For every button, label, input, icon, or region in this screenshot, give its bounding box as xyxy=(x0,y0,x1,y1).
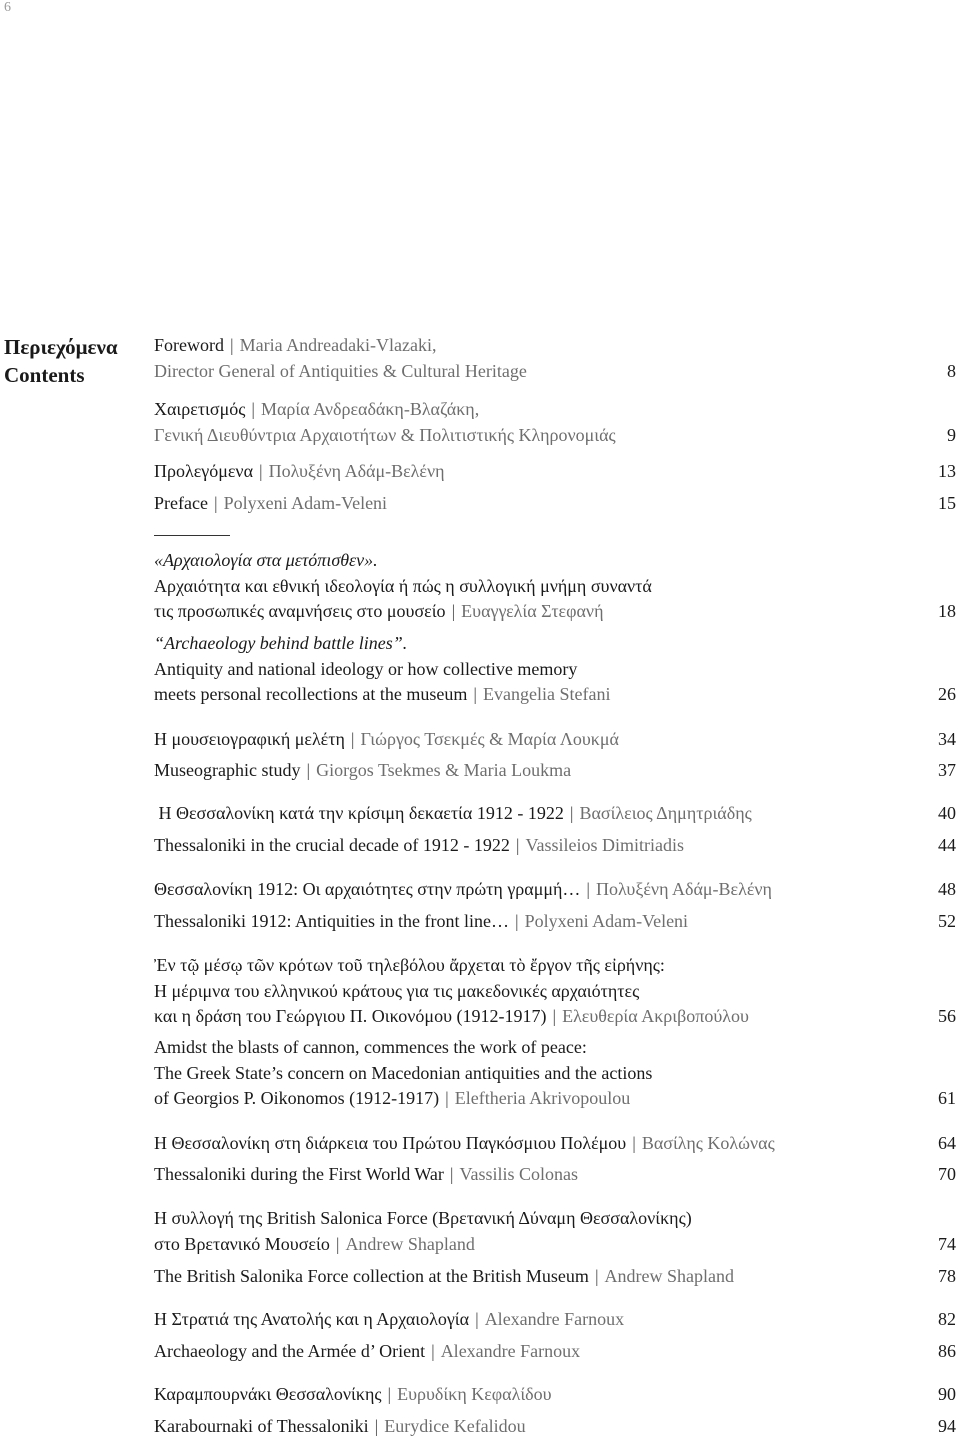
toc-entry[interactable] xyxy=(154,833,956,859)
toc-entry[interactable] xyxy=(154,1414,956,1440)
entry-author: Πολυξένη Αδάμ-Βελένη xyxy=(596,879,772,899)
entry-page-number: 52 xyxy=(938,911,956,931)
entry-page-number: 9 xyxy=(947,424,956,445)
entry-page-number: 34 xyxy=(938,729,956,749)
entry-title: Archaeology and the Armée d’ Orient xyxy=(154,1341,426,1361)
entry-title: Η συλλογή της British Salonica Force (Βρετανική Δύναμη Θεσσαλονίκης) xyxy=(154,1208,692,1228)
entry-title-italic: «Αρχαιολογία στα μετόπισθεν». xyxy=(154,550,378,570)
entry-author: Vassilis Colonas xyxy=(459,1164,579,1184)
entry-page-number: 90 xyxy=(938,1384,956,1404)
entry-author: Polyxeni Adam-Veleni xyxy=(524,911,689,931)
entry-author: Alexandre Farnoux xyxy=(484,1309,625,1329)
entry-page-number: 94 xyxy=(938,1416,956,1436)
entry-page-number: 18 xyxy=(938,601,956,621)
separator: | xyxy=(230,335,234,355)
page-number: 6 xyxy=(4,0,11,15)
entry-subtitle: Η μέριμνα του ελληνικού κράτους για τις μακεδονικές αρχαιότητες xyxy=(154,980,640,1001)
entry-title: Η μουσειογραφική μελέτη xyxy=(154,729,345,749)
entry-subtitle: τις προσωπικές αναμνήσεις στο μουσείο xyxy=(154,601,446,621)
separator: | xyxy=(251,399,255,419)
entry-author: Giorgos Tsekmes & Maria Loukma xyxy=(316,760,572,780)
separator: | xyxy=(431,1341,435,1361)
toc-entry[interactable] xyxy=(154,877,956,903)
entry-subtitle: meets personal recollections at the museum xyxy=(154,684,468,704)
separator: | xyxy=(514,911,519,931)
entry-page-number: 13 xyxy=(938,461,956,481)
toc-entry[interactable] xyxy=(154,491,956,517)
entry-title-italic: “Archaeology behind battle lines”. xyxy=(154,633,408,653)
entry-page-number: 44 xyxy=(938,835,956,855)
entry-author: Andrew Shapland xyxy=(604,1266,735,1286)
entry-author: Evangelia Stefani xyxy=(483,684,611,704)
entry-title: Προλεγόμενα xyxy=(154,461,253,481)
toc-entry[interactable] xyxy=(154,333,956,384)
entry-author: Alexandre Farnoux xyxy=(440,1341,581,1361)
separator: | xyxy=(213,493,218,513)
separator: | xyxy=(632,1133,636,1153)
entry-author: Ευαγγελία Στεφανή xyxy=(461,601,604,621)
toc-entry[interactable] xyxy=(154,459,956,485)
toc-entry[interactable] xyxy=(154,548,956,625)
entry-subtitle: The Greek State’s concern on Macedonian antiquities and the actions xyxy=(154,1062,653,1083)
toc-heading-greek: Περιεχόμενα xyxy=(4,335,118,359)
entry-page-number: 26 xyxy=(938,684,956,704)
entry-page-number: 70 xyxy=(938,1164,956,1184)
entry-author: Βασίλειος Δημητριάδης xyxy=(579,803,752,823)
entry-page-number: 86 xyxy=(938,1341,956,1361)
entry-title: Θεσσαλονίκη 1912: Οι αρχαιότητες στην πρώτη γραμμή… xyxy=(154,879,581,899)
entry-subtitle: και η δράση του Γεώργιου Π. Οικονόμου (1912-1917) xyxy=(154,1006,547,1026)
separator: | xyxy=(387,1384,392,1404)
entry-title: Ἐν τῷ μέσῳ τῶν κρότων τοῦ τηλεβόλου ἄρχεται τὸ ἔργον τῆς εἰρήνης: xyxy=(154,955,665,975)
toc-entry[interactable] xyxy=(154,631,956,708)
entry-title: Καραμπουρνάκι Θεσσαλονίκης xyxy=(154,1384,382,1404)
separator: | xyxy=(475,1309,479,1329)
separator: | xyxy=(515,835,520,855)
toc-entry[interactable] xyxy=(154,1035,956,1112)
separator: | xyxy=(451,601,456,621)
toc-entry[interactable] xyxy=(154,1264,956,1290)
entry-author: Polyxeni Adam-Veleni xyxy=(223,493,388,513)
entry-title: Preface xyxy=(154,493,208,513)
entry-author-role: Γενική Διευθύντρια Αρχαιοτήτων & Πολιτιστικής Κληρονομιάς xyxy=(154,424,616,445)
separator: | xyxy=(350,729,355,749)
entry-author: Andrew Shapland xyxy=(345,1233,475,1254)
entry-page-number: 8 xyxy=(947,360,956,381)
entry-author: Maria Andreadaki-Vlazaki, xyxy=(239,335,437,355)
entry-title: Thessaloniki 1912: Antiquities in the front line… xyxy=(154,911,509,931)
entry-title: Η Θεσσαλονίκη στη διάρκεια του Πρώτου Παγκόσμιου Πολέμου xyxy=(154,1133,627,1153)
entry-title: Museographic study xyxy=(154,760,301,780)
entry-page-number: 82 xyxy=(938,1309,956,1329)
toc-entry[interactable] xyxy=(154,1307,956,1333)
separator: | xyxy=(594,1266,599,1286)
toc-entry[interactable] xyxy=(154,1162,956,1188)
toc-heading-english: Contents xyxy=(4,363,85,387)
entry-author: Vassileios Dimitriadis xyxy=(525,835,684,855)
toc-entry[interactable] xyxy=(154,1131,956,1157)
separator: | xyxy=(306,760,311,780)
entry-author: Βασίλης Κολώνας xyxy=(641,1133,775,1153)
toc-entry[interactable] xyxy=(154,1206,956,1257)
entry-author: Πολυξένη Αδάμ-Βελένη xyxy=(268,461,445,481)
toc-entry[interactable] xyxy=(154,727,956,753)
entry-subtitle: of Georgios P. Oikonomos (1912-1917) xyxy=(154,1088,440,1108)
entry-page-number: 64 xyxy=(938,1133,956,1153)
toc-entry[interactable] xyxy=(154,1382,956,1408)
entry-page-number: 56 xyxy=(938,1006,956,1026)
separator: | xyxy=(259,461,263,481)
entry-page-number: 37 xyxy=(938,760,956,780)
entry-author: Eleftheria Akrivopoulou xyxy=(454,1088,631,1108)
entry-author-role: Director General of Antiquities & Cultural Heritage xyxy=(154,360,527,381)
entry-title: Amidst the blasts of cannon, commences the work of peace: xyxy=(154,1037,587,1057)
section-divider xyxy=(154,535,230,536)
separator: | xyxy=(335,1233,340,1254)
toc-entry[interactable] xyxy=(154,758,956,784)
entry-title: The British Salonika Force collection at the British Museum xyxy=(154,1266,589,1286)
entry-subtitle: Αρχαιότητα και εθνική ιδεολογία ή πώς η συλλογική μνήμη συναντά xyxy=(154,575,652,596)
entry-title: Χαιρετισμός xyxy=(154,399,246,419)
entry-author: Μαρία Ανδρεαδάκη-Βλαζάκη, xyxy=(260,399,480,419)
entry-author: Γιώργος Τσεκμές & Μαρία Λουκμά xyxy=(360,729,619,749)
separator: | xyxy=(445,1088,449,1108)
separator: | xyxy=(374,1416,379,1436)
entry-title: Η Στρατιά της Ανατολής και η Αρχαιολογία xyxy=(154,1309,470,1329)
entry-title: Foreword xyxy=(154,335,224,355)
entry-page-number: 48 xyxy=(938,879,956,899)
separator: | xyxy=(569,803,574,823)
entry-title: Η Θεσσαλονίκη κατά την κρίσιμη δεκαετία 1912 - 1922 xyxy=(154,803,564,823)
entry-author: Ευρυδίκη Κεφαλίδου xyxy=(397,1384,552,1404)
entry-author: Eurydice Kefalidou xyxy=(384,1416,526,1436)
entry-author: Ελευθερία Ακριβοπούλου xyxy=(562,1006,749,1026)
toc-entry[interactable] xyxy=(154,953,956,1030)
entry-page-number: 15 xyxy=(938,493,956,513)
entry-subtitle: Antiquity and national ideology or how collective memory xyxy=(154,658,578,679)
toc-entry[interactable] xyxy=(154,801,956,827)
entry-title: Karabournaki of Thessaloniki xyxy=(154,1416,369,1436)
entry-title: Thessaloniki during the First World War xyxy=(154,1164,444,1184)
entry-page-number: 40 xyxy=(938,803,956,823)
entry-subtitle: στο Βρετανικό Μουσείο xyxy=(154,1233,330,1254)
separator: | xyxy=(552,1006,557,1026)
toc-entry[interactable] xyxy=(154,1339,956,1365)
toc-entry[interactable] xyxy=(154,397,956,448)
toc-entry[interactable] xyxy=(154,909,956,935)
entry-page-number: 78 xyxy=(938,1266,956,1286)
entry-title: Thessaloniki in the crucial decade of 1912 - 1922 xyxy=(154,835,510,855)
entry-page-number: 74 xyxy=(938,1233,956,1254)
entry-page-number: 61 xyxy=(938,1088,956,1108)
separator: | xyxy=(473,684,478,704)
separator: | xyxy=(449,1164,454,1184)
separator: | xyxy=(586,879,591,899)
toc-heading xyxy=(4,333,118,389)
